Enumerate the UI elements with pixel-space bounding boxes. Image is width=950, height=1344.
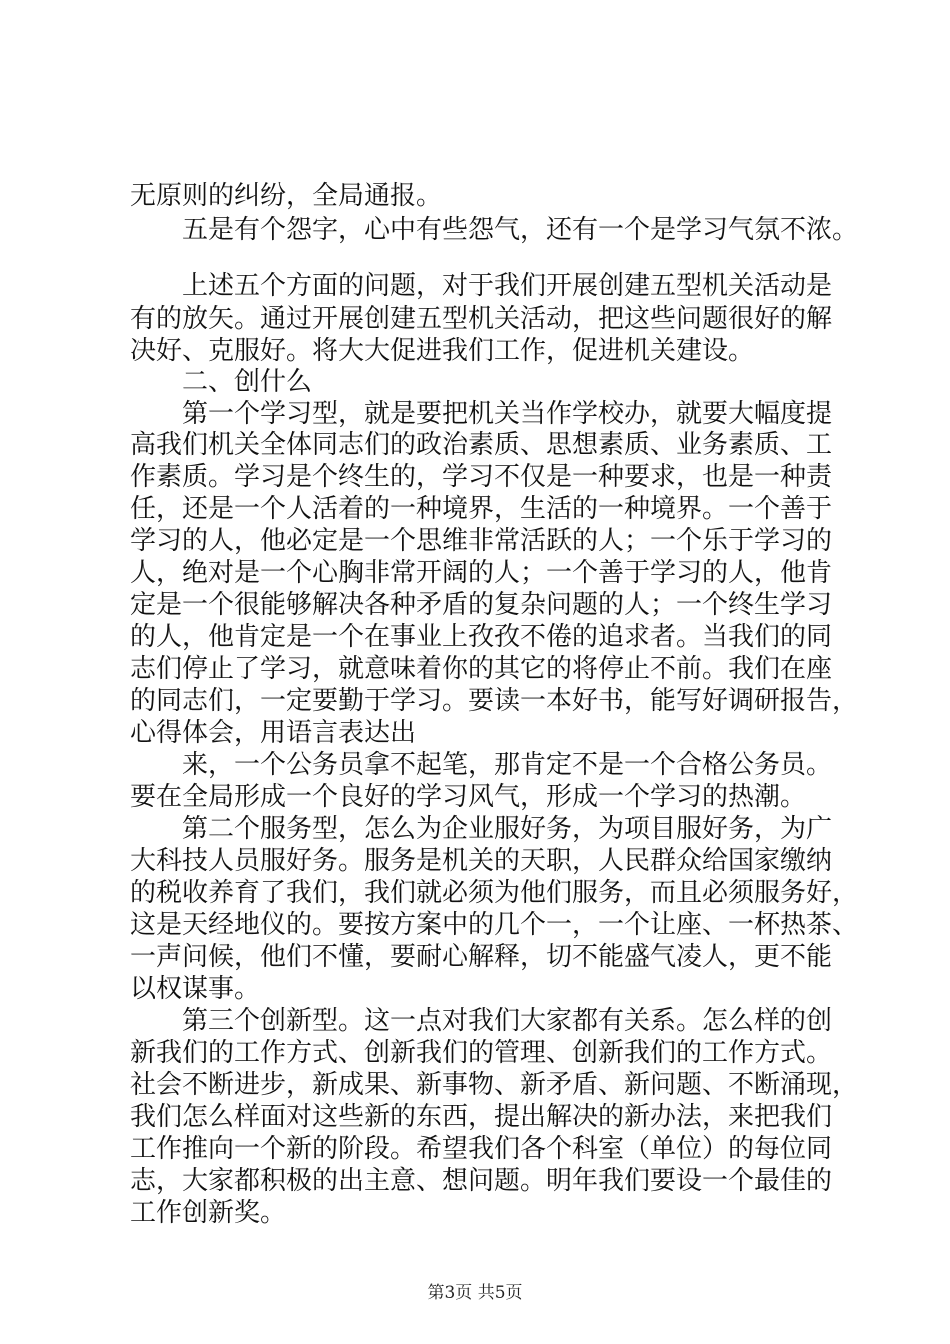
text-line: 这是天经地仪的。要按方案中的几个一，一个让座、一杯热茶、 bbox=[130, 910, 859, 940]
text-line: 高我们机关全体同志们的政治素质、思想素质、业务素质、工 bbox=[130, 430, 833, 460]
text-line: 一声问候，他们不懂，要耐心解释，切不能盛气凌人，更不能 bbox=[130, 942, 833, 972]
text-line: 第二个服务型，怎么为企业服好务，为项目服好务，为广 bbox=[182, 814, 833, 844]
text-line: 新我们的工作方式、创新我们的管理、创新我们的工作方式。 bbox=[130, 1038, 833, 1068]
text-line: 人，绝对是一个心胸非常开阔的人；一个善于学习的人，他肯 bbox=[130, 558, 833, 588]
text-line: 决好、克服好。将大大促进我们工作，促进机关建设。 bbox=[130, 336, 755, 366]
text-line: 第一个学习型，就是要把机关当作学校办，就要大幅度提 bbox=[182, 399, 833, 429]
text-line: 学习的人，他必定是一个思维非常活跃的人；一个乐于学习的 bbox=[130, 526, 833, 556]
text-line: 大科技人员服好务。服务是机关的天职，人民群众给国家缴纳 bbox=[130, 846, 833, 876]
text-line: 来，一个公务员拿不起笔，那肯定不是一个合格公务员。 bbox=[182, 750, 833, 780]
text-line: 任，还是一个人活着的一种境界，生活的一种境界。一个善于 bbox=[130, 494, 833, 524]
text-line: 志，大家都积极的出主意、想问题。明年我们要设一个最佳的 bbox=[130, 1166, 833, 1196]
text-line: 五是有个怨字，心中有些怨气，还有一个是学习气氛不浓。 bbox=[182, 215, 859, 245]
text-line: 第三个创新型。这一点对我们大家都有关系。怎么样的创 bbox=[182, 1006, 833, 1036]
text-line: 心得体会，用语言表达出 bbox=[130, 718, 417, 748]
text-line: 定是一个很能够解决各种矛盾的复杂问题的人；一个终生学习 bbox=[130, 590, 833, 620]
text-line: 的人，他肯定是一个在事业上孜孜不倦的追求者。当我们的同 bbox=[130, 622, 833, 652]
text-line: 工作创新奖。 bbox=[130, 1198, 287, 1228]
text-line: 志们停止了学习，就意味着你的其它的将停止不前。我们在座 bbox=[130, 654, 833, 684]
text-line: 无原则的纠纷，全局通报。 bbox=[130, 181, 443, 211]
page-footer: 第3页 共5页 bbox=[427, 1283, 523, 1303]
text-line: 有的放矢。通过开展创建五型机关活动，把这些问题很好的解 bbox=[130, 304, 833, 334]
text-line: 工作推向一个新的阶段。希望我们各个科室（单位）的每位同 bbox=[130, 1134, 833, 1164]
text-line: 上述五个方面的问题，对于我们开展创建五型机关活动是 bbox=[182, 271, 833, 301]
text-line: 以权谋事。 bbox=[130, 974, 261, 1004]
text-line: 社会不断进步，新成果、新事物、新矛盾、新问题、不断涌现， bbox=[130, 1070, 859, 1100]
text-line: 作素质。学习是个终生的，学习不仅是一种要求，也是一种责 bbox=[130, 462, 833, 492]
text-line: 的税收养育了我们，我们就必须为他们服务，而且必须服务好， bbox=[130, 878, 859, 908]
text-line: 我们怎么样面对这些新的东西，提出解决的新办法，来把我们 bbox=[130, 1102, 833, 1132]
section-heading: 二、创什么 bbox=[182, 367, 313, 397]
text-line: 的同志们，一定要勤于学习。要读一本好书，能写好调研报告， bbox=[130, 686, 859, 716]
text-line: 要在全局形成一个良好的学习风气，形成一个学习的热潮。 bbox=[130, 782, 807, 812]
